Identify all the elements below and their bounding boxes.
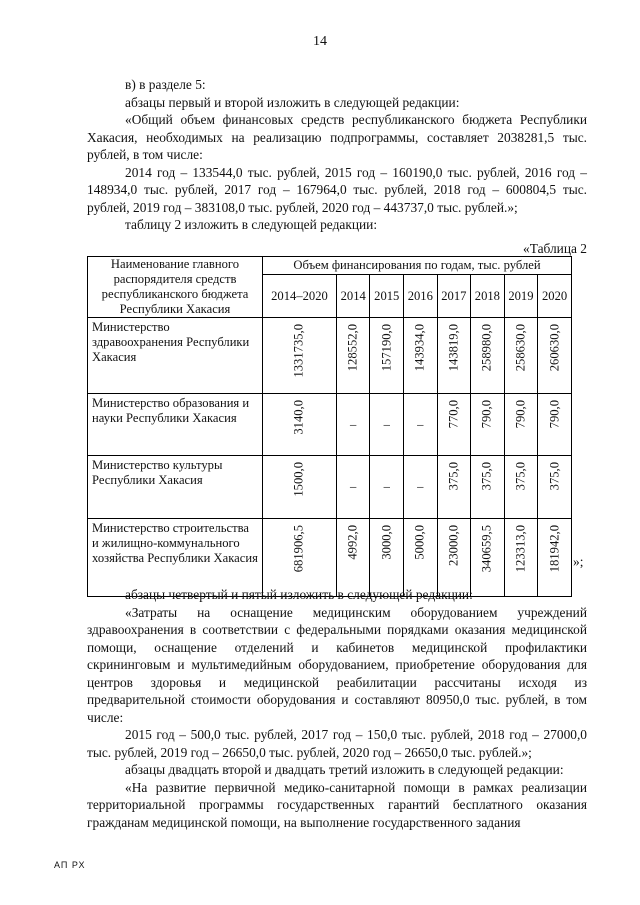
- value-cell: [370, 456, 404, 518]
- organization-name: Министерство строительства и жилищно-коммунального хозяйства Республики Хакасия: [88, 518, 263, 596]
- paragraph-equipment-years: 2015 год – 500,0 тыс. рублей, 2017 год – 150,0 тыс. рублей, 2018 год – 27000,0 тыс. рублей, 2019 год – 26650,0 тыс. рублей, 2020 год – 26650,0 тыс. рублей.»;: [87, 727, 587, 760]
- value-text: 143934,0: [412, 324, 427, 372]
- value-text: –: [417, 417, 424, 432]
- value-text: –: [417, 479, 424, 494]
- value-cell: [538, 318, 572, 394]
- value-text: 4992,0: [345, 524, 360, 560]
- header-financing-group: Объем финансирования по годам, тыс. рублей: [263, 257, 572, 275]
- table-body: [88, 318, 572, 597]
- value-cell: [471, 456, 505, 518]
- value-cell: [336, 518, 370, 596]
- paragraph-instruction-3: абзацы двадцать второй и двадцать третий изложить в следующей редакции:: [125, 762, 564, 777]
- paragraph-yearly-amounts: 2014 год – 133544,0 тыс. рублей, 2015 год – 160190,0 тыс. рублей, 2016 год – 148934,0 тыс. рублей, 2017 год – 167964,0 тыс. рублей, 2018 год – 600804,5 тыс. рублей, 2019 год – 383108,0 тыс. рублей, 2020 год – 443737,0 тыс. рублей.»;: [87, 164, 587, 215]
- table-row: [88, 318, 572, 394]
- value-text: 128552,0: [345, 324, 360, 372]
- paragraph-instruction-table: таблицу 2 изложить в следующей редакции:: [125, 217, 378, 232]
- value-cell: [538, 393, 572, 455]
- value-text: 3000,0: [379, 524, 394, 560]
- value-cell: [263, 318, 337, 394]
- value-text: 375,0: [446, 462, 461, 491]
- value-text: 260630,0: [547, 324, 562, 372]
- value-cell: [336, 318, 370, 394]
- header-year: 2018: [471, 275, 505, 318]
- value-cell: [370, 318, 404, 394]
- value-text: –: [383, 479, 390, 494]
- value-cell: [336, 456, 370, 518]
- value-cell: [471, 518, 505, 596]
- value-text: –: [350, 479, 357, 494]
- value-cell: [471, 318, 505, 394]
- value-cell: [336, 393, 370, 455]
- value-text: 375,0: [479, 462, 494, 491]
- paragraph-primary-care: «На развитие первичной медико-санитарной помощи в рамках реализации территориальной программы государственных гарантий бесплатного оказания гражданам медицинской помощи, на выполнение государственного задания: [87, 779, 587, 830]
- paragraph-section-ref: в) в разделе 5:: [125, 77, 206, 92]
- value-cell: [263, 518, 337, 596]
- value-text: 181942,0: [547, 524, 562, 573]
- organization-name: Министерство образования и науки Республики Хакасия: [88, 393, 263, 455]
- value-text: 790,0: [513, 399, 528, 429]
- header-year: 2019: [504, 275, 538, 318]
- value-cell: [263, 393, 337, 455]
- value-cell: [504, 318, 538, 394]
- paragraph-instruction-2: абзацы четвертый и пятый изложить в следующей редакции:: [125, 587, 473, 602]
- value-cell: [437, 456, 471, 518]
- value-text: 681906,5: [291, 524, 306, 573]
- value-text: 340659,5: [479, 524, 494, 573]
- value-text: 123313,0: [513, 524, 528, 573]
- header-organization: Наименование главного распорядителя средств республиканского бюджета Республики Хакасия: [88, 257, 263, 318]
- value-text: 5000,0: [412, 524, 427, 560]
- value-text: 1500,0: [291, 462, 306, 497]
- header-year: 2017: [437, 275, 471, 318]
- value-cell: [404, 393, 438, 455]
- organization-name: Министерство здравоохранения Республики Хакасия: [88, 318, 263, 394]
- value-cell: [404, 518, 438, 596]
- header-year: 2014–2020: [263, 275, 337, 318]
- value-cell: [370, 518, 404, 596]
- header-year: 2016: [404, 275, 438, 318]
- value-text: 375,0: [547, 462, 562, 491]
- value-cell: [370, 393, 404, 455]
- header-year: 2020: [538, 275, 572, 318]
- financing-table: [87, 256, 572, 597]
- value-text: 790,0: [547, 399, 562, 429]
- paragraph-total-volume: «Общий объем финансовых средств республиканского бюджета Республики Хакасия, необходимых на реализацию подпрограммы, составляет 2038281,5 тыс. рублей, в том числе:: [87, 112, 587, 162]
- table-row: [88, 393, 572, 455]
- value-text: –: [383, 417, 390, 432]
- header-year: 2015: [370, 275, 404, 318]
- value-text: 770,0: [446, 399, 461, 429]
- footer-mark: АП РХ: [54, 860, 86, 870]
- value-text: 3140,0: [291, 399, 306, 435]
- paragraph-equipment-costs: «Затраты на оснащение медицинским оборудованием учреждений здравоохранения в соответствии с федеральными порядками оказания медицинской помощи, оснащение отделений и кабинетов медицинской профилактики скрининговым и мультимедийным оборудованием, приобретение оборудования для центров здоровья и медицинской реабилитации рассчитаны исходя из предварительной стоимости оборудования и составляют 80950,0 тыс. рублей, в том числе:: [87, 604, 587, 725]
- bottom-text-block: [87, 586, 587, 831]
- value-cell: [471, 393, 505, 455]
- table-row: [88, 518, 572, 596]
- value-text: 258630,0: [513, 324, 528, 372]
- value-cell: [263, 456, 337, 518]
- value-text: 258980,0: [479, 324, 494, 372]
- value-cell: [437, 518, 471, 596]
- value-text: 375,0: [513, 462, 528, 491]
- value-text: 23000,0: [446, 524, 461, 566]
- organization-name: Министерство культуры Республики Хакасия: [88, 456, 263, 518]
- value-cell: [538, 518, 572, 596]
- value-text: –: [350, 417, 357, 432]
- value-cell: [504, 518, 538, 596]
- value-cell: [404, 456, 438, 518]
- value-text: 143819,0: [446, 324, 461, 372]
- top-text-block: [87, 76, 587, 257]
- paragraph-instruction-1: абзацы первый и второй изложить в следующей редакции:: [125, 94, 460, 110]
- header-year: 2014: [336, 275, 370, 318]
- value-cell: [404, 318, 438, 394]
- page-number: 14: [313, 34, 327, 49]
- value-cell: [437, 318, 471, 394]
- table-caption: «Таблица 2: [523, 240, 587, 256]
- value-text: 157190,0: [379, 324, 394, 372]
- value-cell: [437, 393, 471, 455]
- table-closing-quote: »;: [573, 554, 584, 569]
- value-cell: [538, 456, 572, 518]
- value-text: 1331735,0: [291, 324, 306, 378]
- value-cell: [504, 456, 538, 518]
- value-cell: [504, 393, 538, 455]
- table-row: [88, 456, 572, 518]
- value-text: 790,0: [479, 399, 494, 429]
